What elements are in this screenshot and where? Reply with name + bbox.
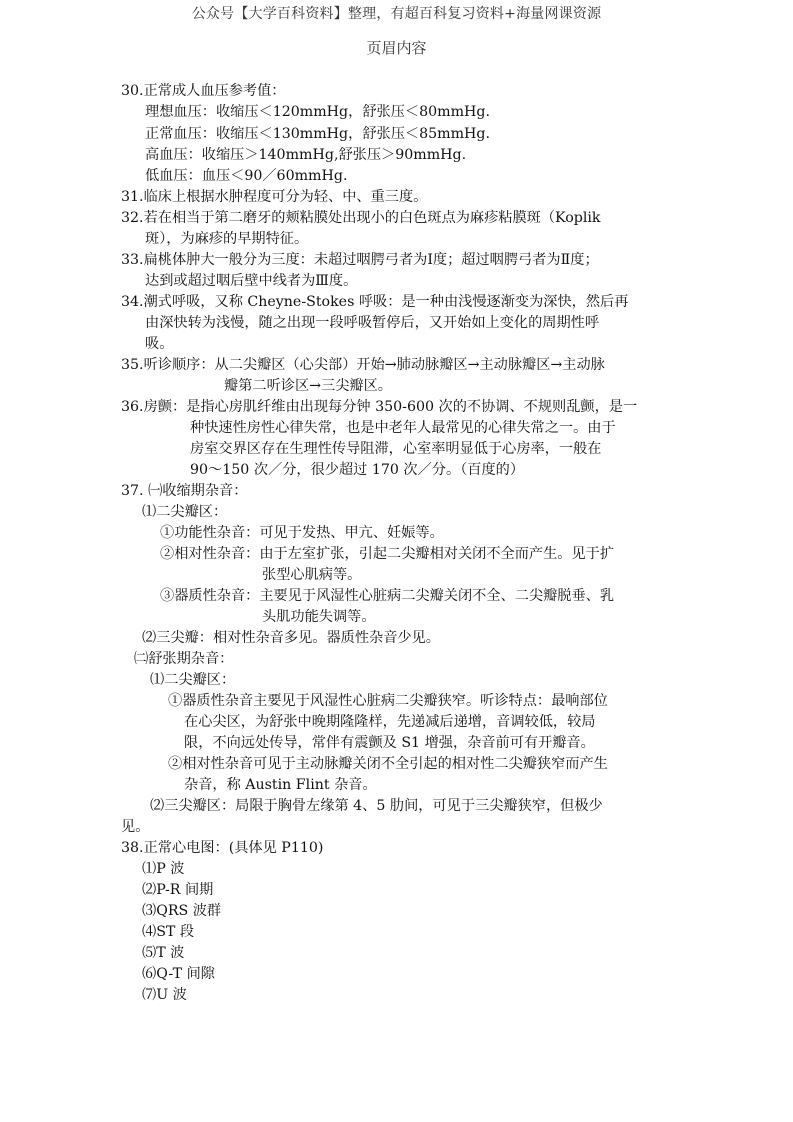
item-32-line2: 斑），为麻疹的早期特征。 — [145, 231, 309, 247]
ecg-t-wave: ⑸T 波 — [142, 945, 185, 961]
bp-high: 高血压：收缩压＞140mmHg,舒张压＞90mmHg. — [145, 147, 467, 163]
item-36-line4: 90～150 次／分，很少超过 170 次／分。（百度的） — [190, 462, 525, 478]
diastolic-organic-line2: 在心尖区，为舒张中晚期隆隆样，先递减后递增，音调较低，较局 — [184, 714, 596, 730]
item-38-title: 38.正常心电图：(具体见 P110) — [121, 840, 324, 856]
diastolic-title: ㈡舒张期杂音： — [134, 651, 234, 667]
item-36-line1: 36.房颤：是指心房肌纤维由出现每分钟 350-600 次的不协调、不规则乱颤，是一 — [121, 399, 638, 415]
systolic-mitral: ⑴二尖瓣区： — [142, 504, 228, 520]
bp-normal: 正常血压：收缩压＜130mmHg，舒张压＜85mmHg. — [145, 126, 490, 142]
item-36-line2: 种快速性房性心律失常，也是中老年人最常见的心律失常之一。由于 — [190, 420, 616, 436]
ecg-st-segment: ⑷ST 段 — [142, 924, 195, 940]
systolic-organic-line1: ③器质性杂音：主要见于风湿性心脏病二尖瓣关闭不全、二尖瓣脱垂、乳 — [160, 588, 615, 604]
systolic-relative-line1: ②相对性杂音：由于左室扩张，引起二尖瓣相对关闭不全而产生。见于扩 — [160, 546, 615, 562]
systolic-organic-line2: 头肌功能失调等。 — [262, 609, 376, 625]
item-35-line1: 35.听诊顺序：从二尖瓣区（心尖部）开始→肺动脉瓣区→主动脉瓣区→主动脉 — [121, 357, 605, 373]
item-33-line2: 达到或超过咽后壁中线者为Ⅲ度。 — [145, 273, 358, 289]
diastolic-organic-line1: ①器质性杂音主要见于风湿性心脏病二尖瓣狭窄。听诊特点：最响部位 — [168, 693, 608, 709]
systolic-tricuspid: ⑵三尖瓣：相对性杂音多见。器质性杂音少见。 — [142, 630, 440, 646]
diastolic-organic-line3: 限，不向远处传导，常伴有震颤及 S1 增强，杂音前可有开瓣音。 — [184, 735, 595, 751]
systolic-functional: ①功能性杂音：可见于发热、甲亢、妊娠等。 — [160, 525, 444, 541]
diastolic-relative-line1: ②相对性杂音可见于主动脉瓣关闭不全引起的相对性二尖瓣狭窄而产生 — [168, 756, 608, 772]
header-placeholder: 页眉内容 — [366, 39, 427, 57]
diastolic-relative-line2: 杂音，称 Austin Flint 杂音。 — [184, 777, 377, 793]
item-35-line2: 瓣第二听诊区→三尖瓣区。 — [224, 378, 392, 394]
item-36-line3: 房室交界区存在生理性传导阻滞，心室率明显低于心房率，一般在 — [190, 441, 602, 457]
item-33-line1: 33.扁桃体肿大一般分为三度：未超过咽腭弓者为Ⅰ度；超过咽腭弓者为Ⅱ度； — [121, 252, 599, 268]
ecg-qt-interval: ⑹Q-T 间隙 — [142, 966, 215, 982]
ecg-qrs-complex: ⑶QRS 波群 — [142, 903, 222, 919]
item-37-title: 37. ㈠收缩期杂音： — [121, 483, 248, 499]
header-banner: 公众号【大学百科资料】整理，有超百科复习资料+海量网课资源 — [191, 6, 602, 22]
item-34-line1: 34.潮式呼吸，又称 Cheyne-Stokes 呼吸：是一种由浅慢逐渐变为深快，然后再 — [121, 294, 629, 310]
systolic-relative-line2: 张型心肌病等。 — [262, 567, 362, 583]
item-31: 31.临床上根据水肿程度可分为轻、中、重三度。 — [121, 189, 428, 205]
ecg-u-wave: ⑺U 波 — [142, 987, 187, 1003]
diastolic-tricuspid-line2: 见。 — [121, 819, 150, 835]
diastolic-mitral: ⑴二尖瓣区： — [150, 672, 236, 688]
item-32-line1: 32.若在相当于第二磨牙的颊粘膜处出现小的白色斑点为麻疹粘膜斑（Koplik — [121, 210, 601, 226]
ecg-p-wave: ⑴P 波 — [142, 861, 185, 877]
item-34-line3: 吸。 — [145, 336, 174, 352]
diastolic-tricuspid-line1: ⑵三尖瓣区：局限于胸骨左缘第 4、5 肋间，可见于三尖瓣狭窄，但极少 — [150, 798, 603, 814]
ecg-pr-interval: ⑵P-R 间期 — [142, 882, 214, 898]
bp-low: 低血压：血压＜90／60mmHg. — [145, 168, 348, 184]
item-34-line2: 由深快转为浅慢，随之出现一段呼吸暂停后，又开始如上变化的周期性呼 — [145, 315, 600, 331]
bp-ideal: 理想血压：收缩压＜120mmHg，舒张压＜80mmHg. — [145, 104, 490, 120]
item-30-title: 30.正常成人血压参考值： — [121, 83, 286, 99]
